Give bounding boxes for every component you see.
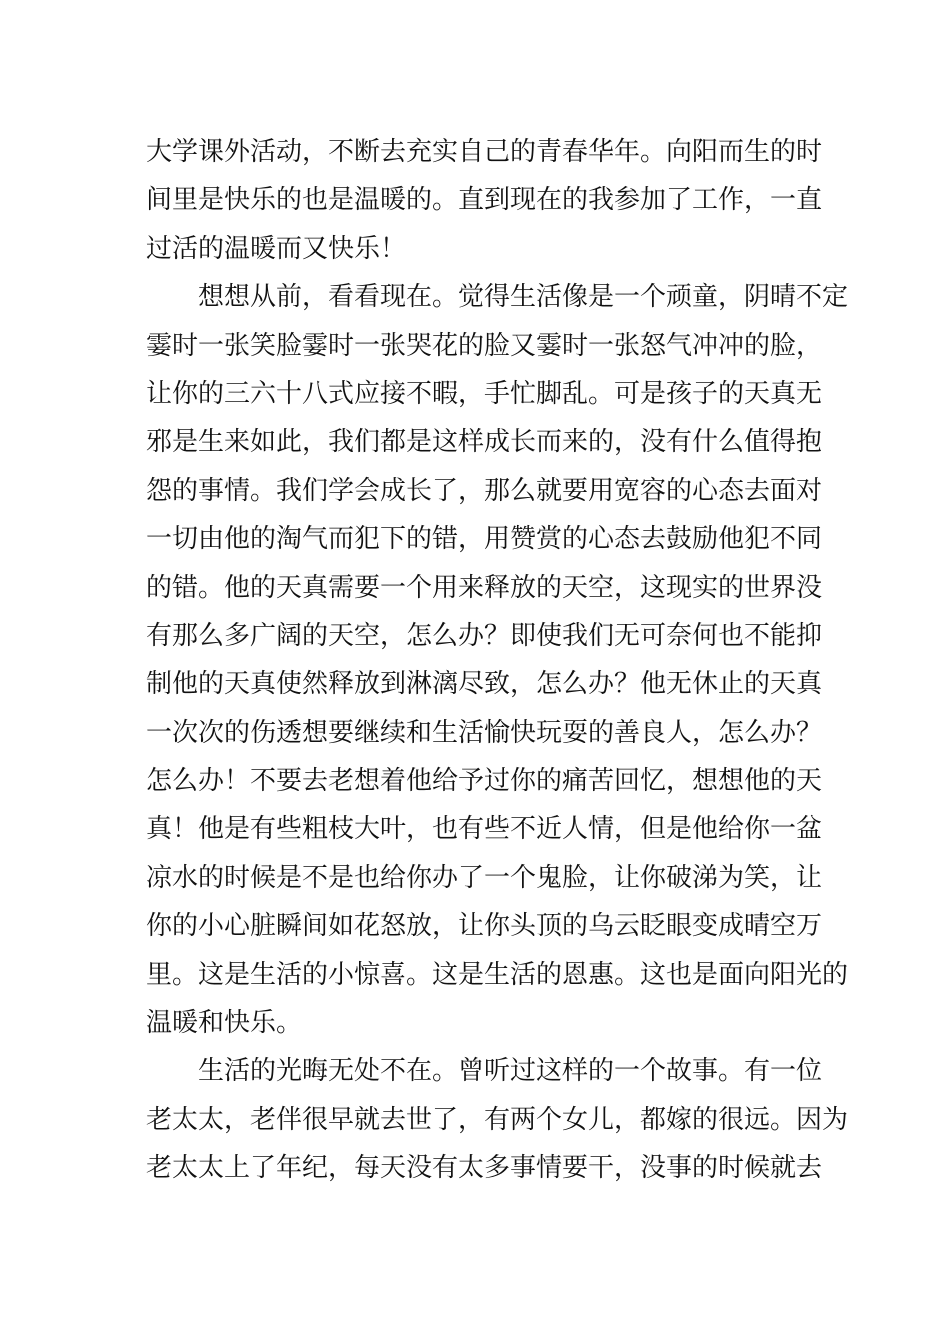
text-line: 一切由他的淘气而犯下的错，用赞赏的心态去鼓励他犯不同 <box>146 524 823 555</box>
text-line: 你的小心脏瞬间如花怒放，让你头顶的乌云眨眼变成晴空万 <box>146 911 823 942</box>
text-line: 过活的温暖而又快乐！ <box>146 233 407 264</box>
text-line: 一次次的伤透想要继续和生活愉快玩耍的善良人，怎么办？ <box>146 717 823 748</box>
text-line: 里。这是生活的小惊喜。这是生活的恩惠。这也是面向阳光的 <box>146 959 849 990</box>
paragraph-start-line: 生活的光晦无处不在。曾听过这样的一个故事。有一位 <box>198 1056 823 1087</box>
text-line: 怎么办！不要去老想着他给予过你的痛苦回忆，想想他的天 <box>146 766 823 797</box>
text-line: 真！他是有些粗枝大叶，也有些不近人情，但是他给你一盆 <box>146 814 823 845</box>
text-line: 凉水的时候是不是也给你办了一个鬼脸，让你破涕为笑，让 <box>146 862 823 893</box>
text-line: 让你的三六十八式应接不暇，手忙脚乱。可是孩子的天真无 <box>146 378 823 409</box>
text-line: 霎时一张笑脸霎时一张哭花的脸又霎时一张怒气冲冲的脸， <box>146 330 823 361</box>
text-line: 老太太，老伴很早就去世了，有两个女儿，都嫁的很远。因为 <box>146 1104 849 1135</box>
text-line: 大学课外活动，不断去充实自己的青春华年。向阳而生的时 <box>146 137 823 167</box>
paragraph-start-line: 想想从前，看看现在。觉得生活像是一个顽童，阴晴不定 <box>198 282 849 313</box>
text-line: 有那么多广阔的天空，怎么办？即使我们无可奈何也不能抑 <box>146 620 823 651</box>
text-line: 老太太上了年纪，每天没有太多事情要干，没事的时候就去 <box>146 1153 823 1184</box>
text-line: 怨的事情。我们学会成长了，那么就要用宽容的心态去面对 <box>146 475 823 506</box>
text-line: 邪是生来如此，我们都是这样成长而来的，没有什么值得抱 <box>146 427 823 458</box>
text-line: 制他的天真使然释放到淋漓尽致，怎么办？他无休止的天真 <box>146 669 823 700</box>
text-line: 的错。他的天真需要一个用来释放的天空，这现实的世界没 <box>146 572 823 603</box>
body-text <box>146 128 849 1193</box>
text-line: 间里是快乐的也是温暖的。直到现在的我参加了工作，一直 <box>146 185 823 216</box>
text-line: 温暖和快乐。 <box>146 1008 303 1039</box>
